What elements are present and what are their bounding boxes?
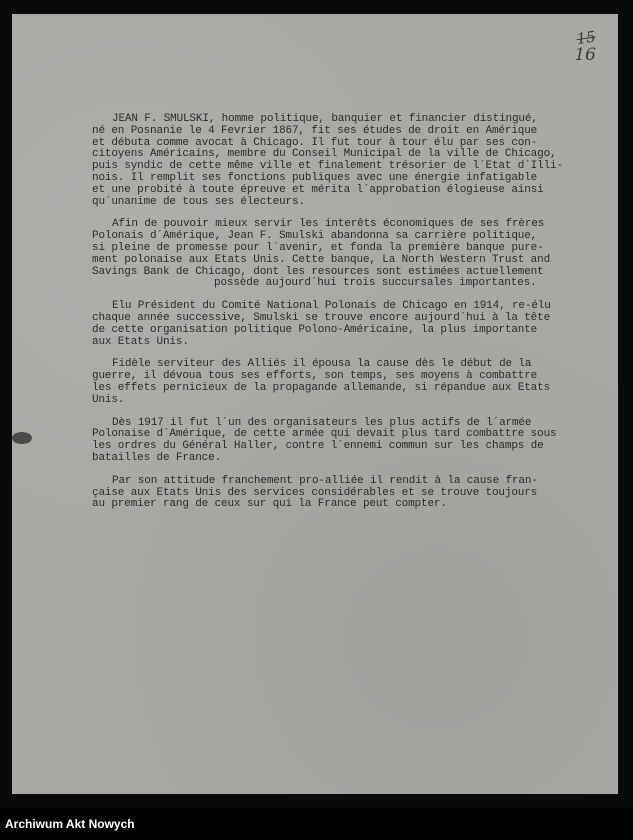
- text-line: Dès 1917 il fut l´un des organisateurs les plus actifs de l´armée: [112, 416, 532, 429]
- paragraph-5: [92, 418, 607, 465]
- text-line: aux Etats Unis.: [92, 335, 189, 348]
- text-line: citoyens Américains, membre du Conseil Municipal de la ville de Chicago,: [92, 148, 557, 161]
- text-line: Afin de pouvoir mieux servir les interêts économiques de ses frères: [112, 218, 545, 231]
- archive-footer-bar: [0, 808, 633, 840]
- paragraph-4: [92, 359, 607, 406]
- text-line: si pleine de promesse pour l´avenir, et fonda la première banque pure-: [92, 241, 544, 254]
- text-line: qu´unanime de tous ses électeurs.: [92, 195, 305, 208]
- text-line: ment polonaise aux Etats Unis. Cette banque, La North Western Trust and: [92, 253, 551, 266]
- text-line: au premier rang de ceux sur qui la France peut compter.: [92, 498, 447, 511]
- text-line: nois. Il remplit ses fonctions publiques avec une énergie infatigable: [92, 171, 538, 184]
- text-line: de cette organisation politique Polono-Américaine, la plus importante: [92, 323, 538, 336]
- text-line: chaque année successive, Smulski se trouve encore aujourd´hui à la tête: [92, 311, 551, 324]
- folio-number: [574, 27, 598, 65]
- text-line: Polonaise d´Amérique, de cette armée qui devait plus tard combattre sous: [92, 428, 557, 441]
- text-line: les ordres du Général Haller, contre l´ennemi commun sur les champs de: [92, 440, 544, 453]
- paragraph-6: [92, 476, 607, 511]
- text-line: Savings Bank de Chicago, dont les resources sont estimées actuellement: [92, 265, 544, 278]
- text-line: çaise aux Etats Unis des services considérables et se trouve toujours: [92, 486, 538, 499]
- archive-name: Archiwum Akt Nowych: [5, 817, 135, 831]
- punch-hole-mark: [12, 432, 32, 444]
- text-line: et une probité à toute épreuve et mérita l´approbation élogieuse ainsi: [92, 183, 544, 196]
- text-line: Par son attitude franchement pro-alliée il rendit à la cause fran-: [112, 474, 538, 487]
- document-page: [12, 14, 618, 794]
- text-line: et débuta comme avocat à Chicago. Il fut tour à tour élu par ses con-: [92, 136, 538, 149]
- paragraph-3: [92, 301, 607, 348]
- text-line: Unis.: [92, 393, 125, 406]
- text-line: batailles de France.: [92, 451, 222, 464]
- text-line: Elu Président du Comité National Polonais de Chicago en 1914, re-élu: [112, 300, 551, 313]
- text-line: né en Posnanie le 4 Fevrier 1867, fit ses études de droit en Amérique: [92, 124, 538, 137]
- document-body: [92, 114, 607, 522]
- text-line: Polonais d´Amérique, Jean F. Smulski abandonna sa carrière politique,: [92, 230, 538, 243]
- text-line: puis syndic de cette même ville et finalement trésorier de l´Etat d´Illi-: [92, 160, 563, 173]
- text-line: Fidèle serviteur des Alliés il épousa la cause dès le début de la: [112, 358, 532, 371]
- folio-old-number: 15: [575, 27, 598, 49]
- text-line: possède aujourd´hui trois succursales importantes.: [214, 277, 537, 290]
- folio-new-number: 16: [574, 45, 596, 65]
- paragraph-1: [92, 114, 607, 208]
- text-line: JEAN F. SMULSKI, homme politique, banquier et financier distingué,: [112, 113, 538, 125]
- text-line: les effets pernicieux de la propagande allemande, si répandue aux Etats: [92, 381, 551, 394]
- paragraph-2: [92, 219, 607, 290]
- text-line: guerre, il dévoua tous ses efforts, son temps, ses moyens à combattre: [92, 370, 538, 383]
